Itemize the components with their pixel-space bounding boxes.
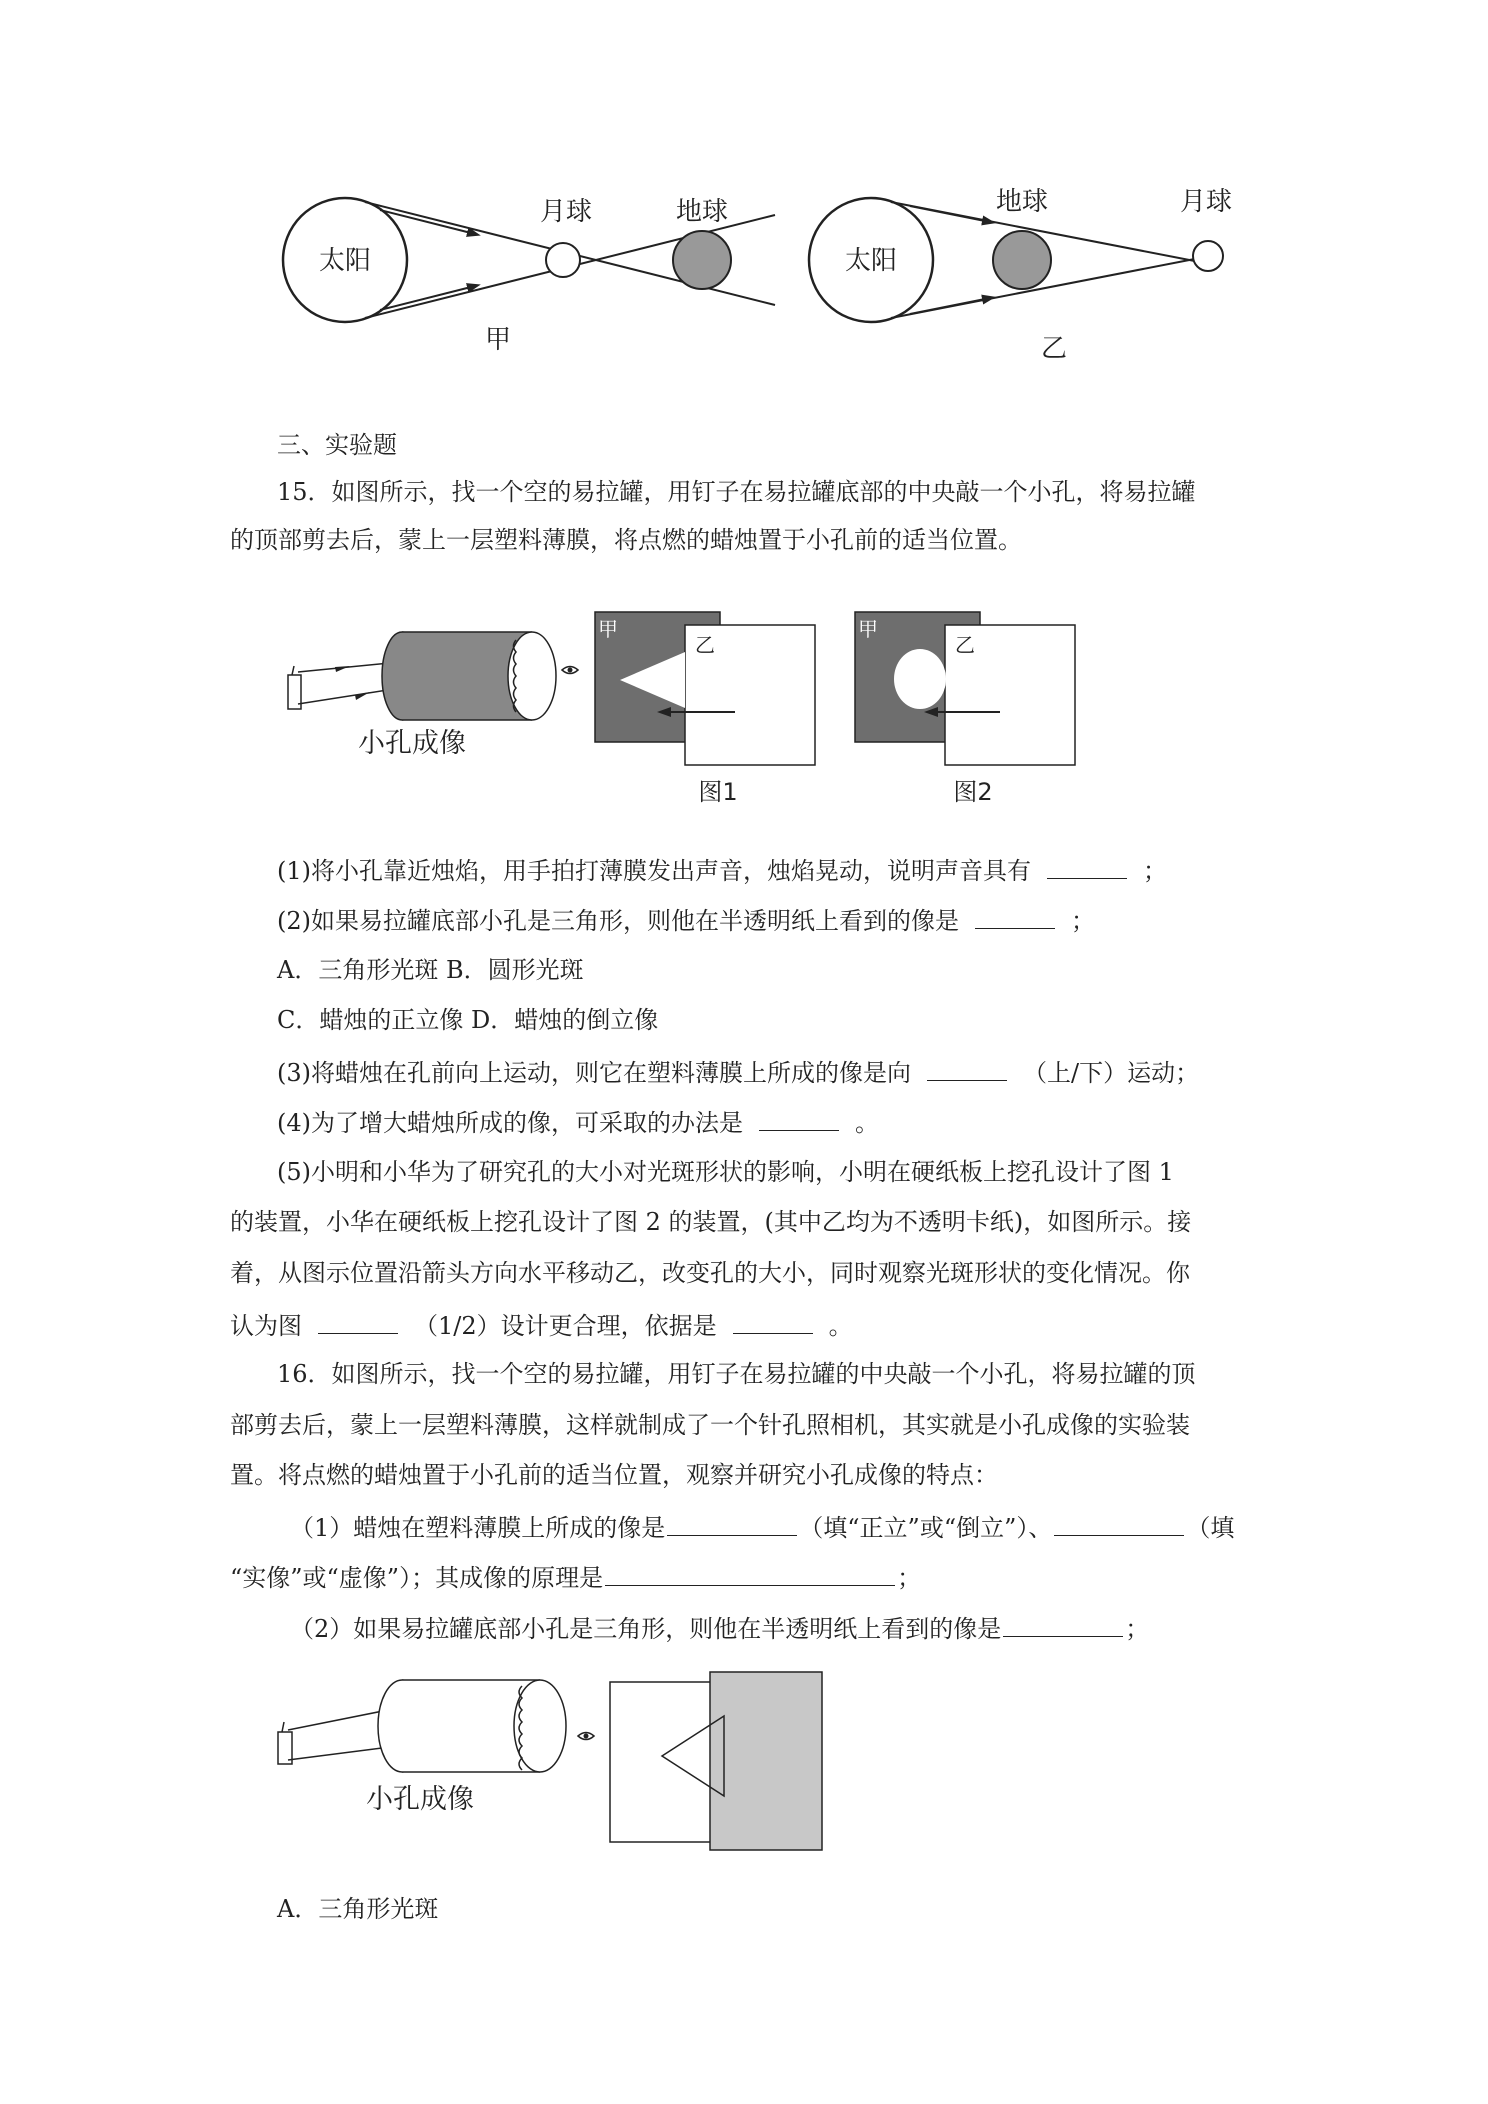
- moon-circle: [1193, 241, 1223, 271]
- earth-label: 地球: [675, 197, 729, 227]
- sun-label: 太阳: [844, 246, 898, 276]
- moon-label: 月球: [539, 197, 593, 227]
- q15-part1: (1)将小孔靠近烛焰，用手拍打薄膜发出声音，烛焰晃动，说明声音具有 ；: [277, 852, 1167, 888]
- answer-blank[interactable]: [605, 1559, 895, 1586]
- answer-blank[interactable]: [1003, 1610, 1123, 1637]
- q16-part1-line1: （1）蜡烛在塑料薄膜上所成的像是 （填“正立”或“倒立”）、 （填: [290, 1509, 1234, 1545]
- q16-intro-line3: 置。将点燃的蜡烛置于小孔前的适当位置，观察并研究小孔成像的特点：: [230, 1461, 998, 1489]
- translucent-screen: [610, 1672, 822, 1850]
- pinhole-camera-diagram: [278, 1680, 594, 1815]
- answer-blank[interactable]: [927, 1054, 1007, 1081]
- camera-label: 小孔成像: [366, 1784, 474, 1815]
- answer-blank[interactable]: [667, 1509, 797, 1536]
- eclipse-diagram-jia: [283, 197, 775, 355]
- answer-blank[interactable]: [733, 1307, 813, 1334]
- round-hole: [894, 649, 946, 709]
- sun-label: 太阳: [318, 246, 372, 276]
- q15-intro-line1: 15．如图所示，找一个空的易拉罐，用钉子在易拉罐底部的中央敲一个小孔，将易拉罐: [277, 478, 1196, 506]
- fig2-panel: [855, 612, 1075, 806]
- q15-figure: [280, 600, 1080, 810]
- q16-option-a: A．三角形光斑: [277, 1895, 439, 1923]
- q16-intro-line2: 部剪去后，蒙上一层塑料薄膜，这样就制成了一个针孔照相机，其实就是小孔成像的实验装: [230, 1411, 1190, 1439]
- answer-blank[interactable]: [759, 1104, 839, 1131]
- camera-label: 小孔成像: [358, 728, 466, 759]
- fig2-caption: 图2: [953, 778, 993, 806]
- q15-options-ab: A．三角形光斑 B．圆形光斑: [277, 956, 584, 984]
- q16-part1-line2: “实像”或“虚像”）；其成像的原理是 ；: [230, 1559, 921, 1595]
- earth-circle: [673, 231, 731, 289]
- answer-blank[interactable]: [1054, 1509, 1184, 1536]
- panel-yi-label: 乙: [695, 633, 715, 657]
- moon-label: 月球: [1179, 187, 1233, 217]
- answer-blank[interactable]: [975, 902, 1055, 929]
- earth-circle: [993, 231, 1051, 289]
- q15-part4: (4)为了增大蜡烛所成的像，可采取的办法是 。: [277, 1104, 879, 1140]
- earth-label: 地球: [995, 187, 1049, 217]
- moon-circle: [546, 243, 580, 277]
- caption-yi: 乙: [1040, 334, 1068, 364]
- q15-intro-line2: 的顶部剪去后，蒙上一层塑料薄膜，将点燃的蜡烛置于小孔前的适当位置。: [230, 526, 1022, 554]
- q15-part5-line2: 的装置，小华在硬纸板上挖孔设计了图 2 的装置，(其中乙均为不透明卡纸)，如图所示。接: [230, 1208, 1192, 1236]
- fig1-panel: [595, 612, 815, 806]
- panel-yi-label: 乙: [955, 633, 975, 657]
- q15-options-cd: C．蜡烛的正立像 D．蜡烛的倒立像: [277, 1006, 659, 1034]
- caption-jia: 甲: [484, 325, 512, 355]
- section-title: 三、实验题: [277, 431, 397, 459]
- q15-part5-line3: 着，从图示位置沿箭头方向水平移动乙，改变孔的大小，同时观察光斑形状的变化情况。你: [230, 1259, 1190, 1287]
- fig1-caption: 图1: [698, 778, 738, 806]
- q15-part2: (2)如果易拉罐底部小孔是三角形，则他在半透明纸上看到的像是 ；: [277, 902, 1095, 938]
- q16-intro-line1: 16．如图所示，找一个空的易拉罐，用钉子在易拉罐的中央敲一个小孔，将易拉罐的顶: [277, 1360, 1196, 1388]
- q15-part3: (3)将蜡烛在孔前向上运动，则它在塑料薄膜上所成的像是向 （上/下）运动；: [277, 1054, 1199, 1090]
- answer-blank[interactable]: [1047, 852, 1127, 879]
- pinhole-camera-diagram: [288, 632, 578, 759]
- panel-jia-label: 甲: [858, 617, 878, 641]
- eclipse-figure: [270, 180, 1250, 380]
- eclipse-diagram-yi: [809, 187, 1232, 364]
- panel-jia-label: 甲: [598, 617, 618, 641]
- q16-figure: [270, 1660, 830, 1860]
- q15-part5-line4: 认为图 （1/2）设计更合理，依据是 。: [230, 1307, 853, 1343]
- q16-part2: （2）如果易拉罐底部小孔是三角形，则他在半透明纸上看到的像是 ；: [290, 1610, 1149, 1646]
- q15-part5-line1: (5)小明和小华为了研究孔的大小对光斑形状的影响，小明在硬纸板上挖孔设计了图 1: [277, 1158, 1174, 1186]
- answer-blank[interactable]: [318, 1307, 398, 1334]
